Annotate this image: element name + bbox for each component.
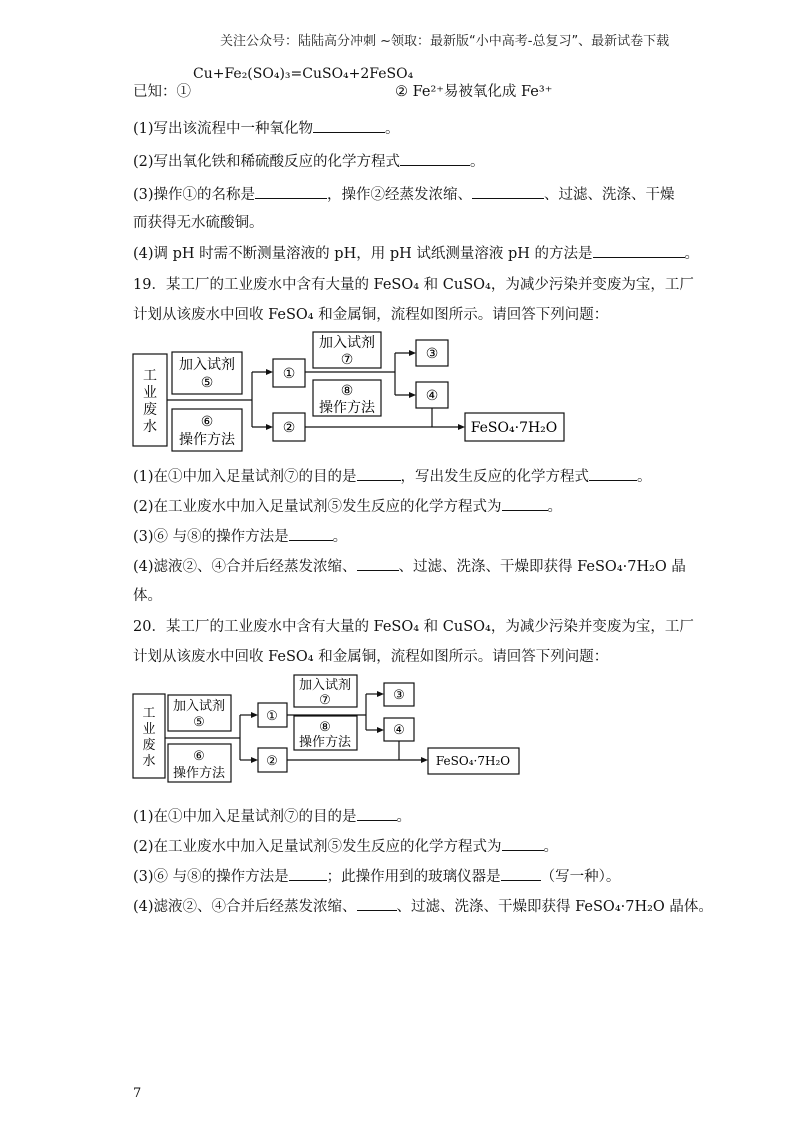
source-char-2: 业 [142, 722, 156, 737]
known-item2: ② Fe²⁺易被氧化成 Fe³⁺ [395, 84, 553, 100]
node1-label: ① [282, 366, 296, 382]
q19-part4-text-b: 、过滤、洗涤、干燥即获得 FeSO₄·7H₂O 晶 [398, 559, 686, 575]
answer-blank[interactable] [357, 808, 397, 821]
q19-part1-text-a: (1)在①中加入足量试剂⑦的目的是 [133, 469, 357, 485]
reagent5-number: ⑤ [200, 375, 214, 391]
q19-part3-text: (3)⑥ 与⑧的操作方法是 [133, 529, 289, 545]
q20-intro-2: 计划从该废水中回收 FeSO₄ 和金属铜，流程如图所示。请回答下列问题： [133, 649, 609, 665]
q18-part3-cont: 而获得无水硫酸铜。 [133, 215, 264, 231]
node3-label: ③ [393, 688, 405, 703]
known-prefix: 已知：① [133, 84, 191, 100]
node2-label: ② [282, 420, 296, 436]
source-char-4: 水 [143, 419, 157, 435]
op8-number: ⑧ [340, 383, 354, 399]
q18-part3-text-a: (3)操作①的名称是 [133, 187, 256, 203]
reagent7-label: 加入试剂 [319, 335, 375, 351]
reagent7-number: ⑦ [319, 693, 331, 708]
q19-part1-text-b: ，写出发生反应的化学方程式 [400, 469, 590, 485]
q19-intro-1: 19．某工厂的工业废水中含有大量的 FeSO₄ 和 CuSO₄，为减少污染并变废为宝，工厂 [133, 277, 694, 293]
node4-label: ④ [393, 723, 405, 738]
q19-intro-2: 计划从该废水中回收 FeSO₄ 和金属铜，流程如图所示。请回答下列问题： [133, 307, 609, 323]
q20-part4 [133, 898, 713, 916]
page-header: 关注公众号：陆陆高分冲刺 ~领取：最新版“小中高考-总复习”、最新试卷下载 [220, 34, 670, 49]
answer-blank[interactable] [502, 838, 544, 851]
q18-part2-text: (2)写出氧化铁和稀硫酸反应的化学方程式 [133, 154, 401, 170]
q19-part4-cont: 体。 [133, 588, 162, 604]
answer-blank[interactable] [357, 898, 397, 911]
source-char-2: 业 [143, 385, 157, 401]
q20-part4-text-b: 、过滤、洗涤、干燥即获得 FeSO₄·7H₂O 晶体。 [396, 899, 713, 915]
op6-label: 操作方法 [172, 766, 226, 781]
source-char-1: 工 [142, 706, 156, 721]
source-char-3: 废 [143, 402, 157, 418]
op6-number: ⑥ [200, 414, 214, 430]
node3-label: ③ [425, 346, 439, 362]
node1-label: ① [266, 709, 278, 724]
q20-part4-text-a: (4)滤液②、④合并后经蒸发浓缩、 [133, 899, 357, 915]
reagent5-label: 加入试剂 [172, 699, 226, 714]
op8-number: ⑧ [319, 720, 331, 735]
period: 。 [684, 246, 700, 262]
q18-part3-text-b: ，操作②经蒸发浓缩、 [327, 187, 473, 203]
q20-part3 [133, 868, 620, 886]
period: 。 [637, 469, 652, 485]
q20-part3-text-b: ；此操作用到的玻璃仪器是 [326, 869, 501, 885]
q20-part3-text-a: (3)⑥ 与⑧的操作方法是 [133, 869, 289, 885]
known-formula: Cu+Fe₂(SO₄)₃=CuSO₄+2FeSO₄ [193, 66, 414, 82]
source-char-1: 工 [143, 368, 157, 384]
answer-blank[interactable] [501, 868, 541, 881]
q20-part1 [133, 808, 411, 826]
q18-part4-text: (4)调 pH 时需不断测量溶液的 pH，用 pH 试纸测量溶液 pH 的方法是 [133, 246, 593, 262]
product-label: FeSO₄·7H₂O [435, 754, 511, 768]
reagent7-number: ⑦ [340, 352, 354, 368]
page-number: 7 [133, 1086, 142, 1101]
period: 。 [385, 121, 400, 137]
period: 。 [332, 529, 348, 545]
q19-part4-text-a: (4)滤液②、④合并后经蒸发浓缩、 [133, 559, 357, 575]
product-label: FeSO₄·7H₂O [470, 420, 558, 436]
node4-label: ④ [425, 388, 439, 404]
source-char-3: 废 [142, 738, 156, 753]
q20-part3-text-c: （写一种）。 [540, 869, 621, 885]
q20-intro-1: 20．某工厂的工业废水中含有大量的 FeSO₄ 和 CuSO₄，为减少污染并变废为宝，工厂 [133, 619, 694, 635]
reagent5-number: ⑤ [193, 715, 205, 730]
q20-part2-text: (2)在工业废水中加入足量试剂⑤发生反应的化学方程式为 [133, 839, 502, 855]
op6-label: 操作方法 [179, 432, 235, 448]
q20-part1-text: (1)在①中加入足量试剂⑦的目的是 [133, 809, 357, 825]
source-char-4: 水 [142, 754, 156, 769]
reagent5-label: 加入试剂 [179, 357, 235, 373]
node2-label: ② [266, 754, 278, 769]
answer-blank[interactable] [289, 868, 327, 881]
q18-part1-text: (1)写出该流程中一种氧化物 [133, 121, 314, 137]
period: 。 [543, 839, 559, 855]
period: 。 [547, 499, 563, 515]
q18-part3-text-c: 、过滤、洗涤、干燥 [544, 187, 675, 203]
reagent7-label: 加入试剂 [298, 678, 352, 693]
op8-label: 操作方法 [298, 735, 352, 750]
period: 。 [396, 809, 412, 825]
period: 。 [470, 154, 485, 170]
q20-part2 [133, 838, 558, 856]
op6-number: ⑥ [193, 749, 205, 764]
op8-label: 操作方法 [319, 400, 375, 416]
q19-part2-text: (2)在工业废水中加入足量试剂⑤发生反应的化学方程式为 [133, 499, 502, 515]
